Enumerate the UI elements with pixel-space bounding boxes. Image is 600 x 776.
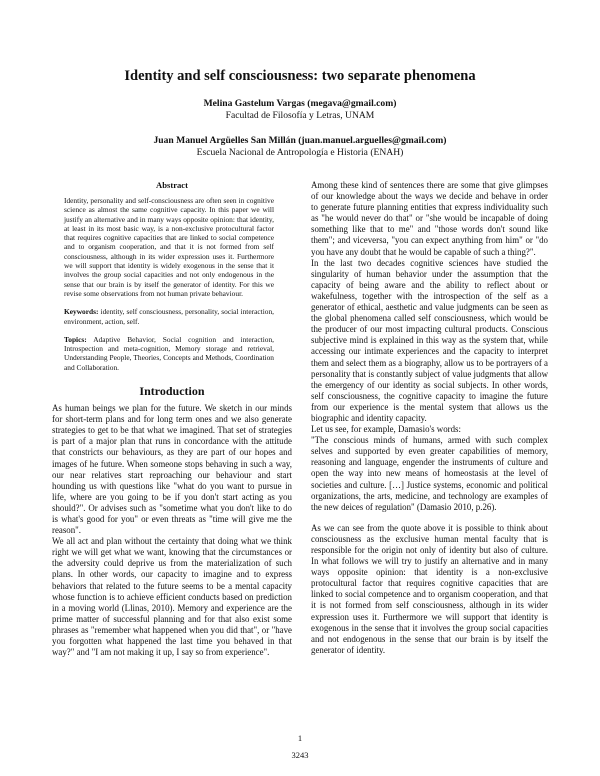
body-paragraph: In the last two decades cognitive sciences have studied the singularity of human behavior under the assumption that the capacity of being aware and the ability to reflect about or wakefulness, together with the introspection of the self as a generator of ethical, aesthetic and value judgments can be seen as the global phenomena called self consciousness, which would be the producer of our most impacting cultural products. Conscious subjective mind is explained in this way as the system that, while accessing our intimate experiences and the capacity to interpret them and select them as a biography, allow us to be portrayers of a personality that is constantly subject of value judgments that allow the emergency of our identity as social subjects. In other words, self consciousness, the cognitive capacity to imagine the future from our experience is the mental system that allows us the biographic and identity capacity.: [311, 257, 548, 423]
keywords-label: Keywords:: [64, 307, 99, 317]
abstract-text: Identity, personality and self-consciousness are often seen in cognitive science as almost the same cognitive capacity. In this paper we will justify an alternative and in many ways opposite opinion: that identity, at least in its most basic way, is a non-exclusive protocultural factor that requires cognitive capacities that are linked to social competence and to organism cooperation, and that it is not formed from self consciousness, although in its wider expression uses it. Furthermore we will support that identity is widely exogenous in the sense that it involves the group social capacities and not only endogenous in the sense that our brain is by itself the generator of identity. For this we revise some observations from not human private behaviour.: [64, 196, 274, 298]
topics-text: Adaptive Behavior, Social cognition and interaction, Introspection and meta-cognition, Memory storage and retrieval, Understanding People, Theories, Concepts and Methods, Coordination and Collaboration.: [64, 334, 274, 372]
author-block-2: [0, 135, 600, 159]
body-paragraph: Let us see, for example, Damasio's words:: [311, 424, 461, 435]
body-paragraph: As we can see from the quote above it is possible to think about consciousness as the exclusive human mental faculty that is responsible for the origin not only of identity but also of culture. In what follows we will try to justify an alternative and in many ways opposite opinion: that identity is a non-exclusive protocultural factor that requires cognitive capacities that are linked to social competence and to organism cooperation, and that it is not formed from self consciousness, although in its wider expression uses it. Furthermore we will support that identity is exogenous in the sense that it involves the group social capacities and not endogenous in the sense that our brain is by itself the generator of identity.: [311, 522, 548, 655]
keywords: [64, 307, 274, 326]
author-affiliation: Facultad de Filosofía y Letras, UNAM: [225, 110, 375, 121]
keywords-text: identity, self consciousness, personality, social interaction, environment, action, self.: [64, 307, 274, 326]
proceedings-page-number: 3243: [291, 750, 309, 760]
author-affiliation: Escuela Nacional de Antropología e Historia (ENAH): [196, 147, 404, 158]
body-paragraph: We all act and plan without the certainty that doing what we think right we will get what we want, knowing that the circumstances or the adversity could deprive us from the materialization of such plans. In other words, our capacity to imagine and to express behaviors that related to the future seems to be a mental capacity whose function is to achieve efficient conducts based on prediction in a moving world (Llinas, 2010). Memory and experience are the prime matter of successful planning and for that also exist some phrases as "remember what happened when you did that", or "have you forgotten what happened the last time you behaved in that way?" and "I am not making it up, I say so from experience".: [52, 536, 292, 658]
left-column: [52, 180, 292, 658]
author-name: Juan Manuel Argüelles San Millán (juan.manuel.arguelles@gmail.com): [153, 135, 447, 146]
abstract-heading: Abstract: [156, 180, 188, 190]
right-column: [311, 180, 548, 656]
body-paragraph: As human beings we plan for the future. We sketch in our minds for short-term plans and for long term ones and we also generate strategies to get to be that what we imagined. That set of strategies is part of a major plan that runs in concordance with the attitude that constricts our behaviours, as they are part of our hopes and images of he future. When someone stops behaving in such a way, our near relatives start reproaching our behaviour and start hounding us with questions like "what do you want to pursue in life, where are you going to be if you don't start acting as you should?". Or advises such as "sometime what you don't like to do is what's good for you" or even threats as "time will give me the reason".: [52, 403, 292, 536]
block-quote: "The conscious minds of humans, armed with such complex selves and supported by even greater capabilities of memory, reasoning and language, engender the instruments of culture and open the way into new means of homeostasis at the level of societies and culture. […] Justice systems, economic and political organizations, the arts, medicine, and technology are examples of the new deices of regulation" (Damasio 2010, p.26).: [311, 435, 548, 512]
author-name: Melina Gastelum Vargas (megava@gmail.com): [203, 98, 397, 109]
topics: [64, 335, 274, 372]
section-heading-introduction: Introduction: [139, 384, 205, 399]
topics-label: Topics:: [64, 334, 87, 344]
author-block-1: [0, 98, 600, 122]
body-paragraph: Among these kind of sentences there are some that give glimpses of our knowledge about the ways we decide and behave in order to generate future planning entities that express individuality such as "he would never do that" or "she would be incapable of doing something like that to me" and "those words don't sound like them"; and viceversa, "you can expect anything from him" or "do you have any doubt that he would be capable of such a thing?".: [311, 180, 548, 257]
paper-title: Identity and self consciousness: two separate phenomena: [124, 68, 476, 84]
page-number: 1: [297, 733, 303, 743]
